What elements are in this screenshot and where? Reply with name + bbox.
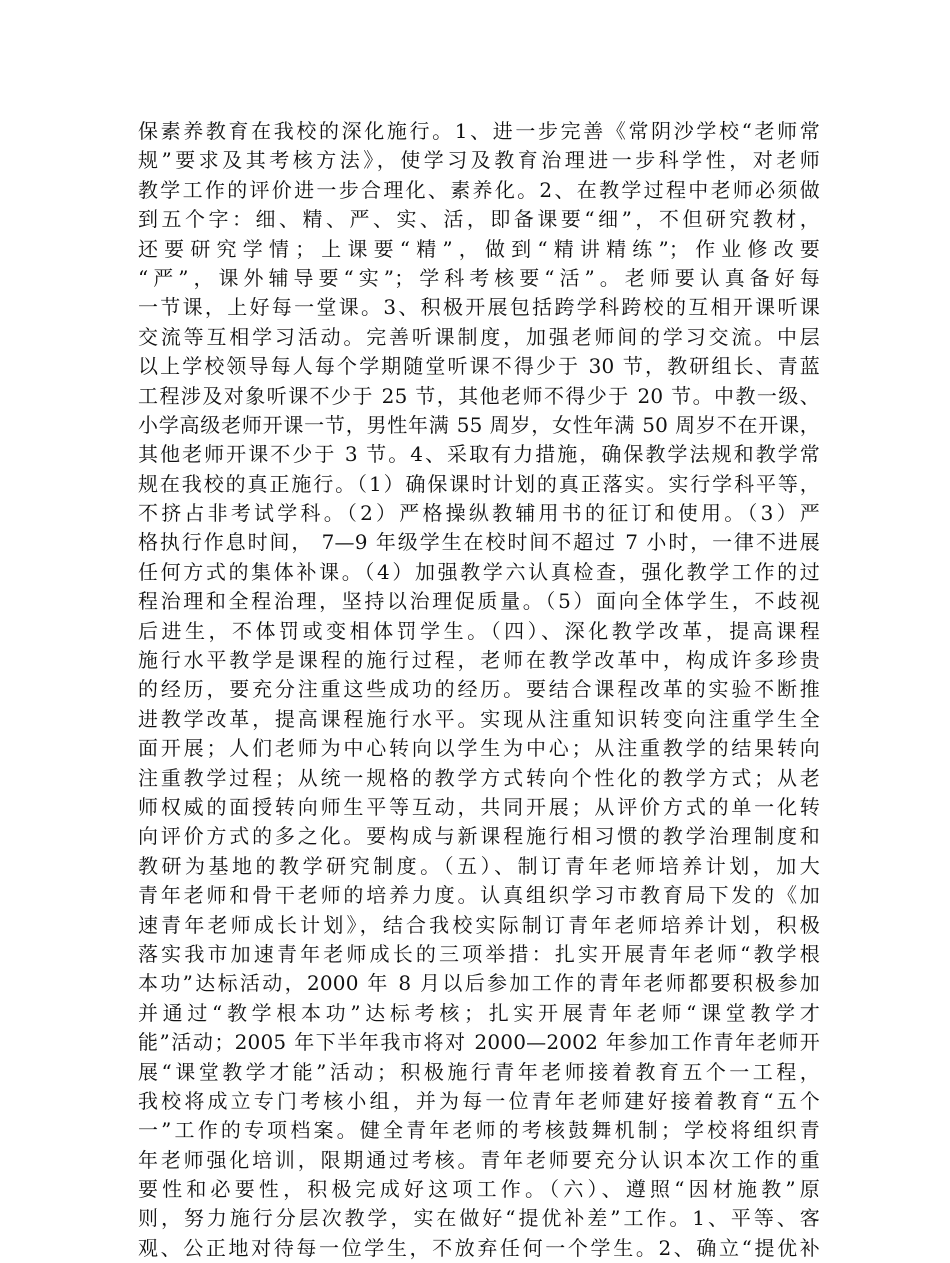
text-line: 年老师强化培训，限期通过考核。青年老师要充分认识本次工作的重 — [138, 1147, 820, 1172]
text-line: 落实我市加速青年老师成长的三项举措：扎实开展青年老师“教学根 — [138, 941, 820, 966]
text-line: 一”工作的专项档案。健全青年老师的考核鼓舞机制；学校将组织青 — [138, 1118, 820, 1143]
text-line: 到五个字：细、精、严、实、活，即备课要“细”，不但研究教材， — [138, 207, 820, 232]
text-line: 还要研究学情；上课要“精”，做到“精讲精练”；作业修改要 — [138, 236, 820, 261]
text-line: 教研为基地的教学研究制度。（五）、制订青年老师培养计划，加大 — [138, 853, 820, 878]
text-line: 格执行作息时间， 7—9 年级学生在校时间不超过 7 小时，一律不进展 — [138, 530, 820, 555]
text-line: 本功”达标活动，2000 年 8 月以后参加工作的青年老师都要积极参加 — [138, 971, 820, 996]
text-line: 我校将成立专门考核小组，并为每一位青年老师建好接着教育“五个 — [138, 1088, 820, 1113]
text-line: 进教学改革，提高课程施行水平。实现从注重知识转变向注重学生全 — [138, 706, 820, 731]
text-line: 教学工作的评价进一步合理化、素养化。2、在教学过程中老师必须做 — [138, 177, 820, 202]
text-line: 向评价方式的多之化。要构成与新课程施行相习惯的教学治理制度和 — [138, 824, 820, 849]
text-line: 任何方式的集体补课。（4）加强教学六认真检查，强化教学工作的过 — [138, 559, 820, 584]
text-line: 不挤占非考试学科。（2）严格操纵教辅用书的征订和使用。（3）严 — [138, 501, 820, 526]
text-line: 展“课堂教学才能”活动；积极施行青年老师接着教育五个一工程， — [138, 1059, 820, 1084]
text-line: 青年老师和骨干老师的培养力度。认真组织学习市教育局下发的《加 — [138, 883, 820, 908]
text-line: 规在我校的真正施行。（1）确保课时计划的真正落实。实行学科平等， — [138, 471, 820, 496]
text-line: 程治理和全程治理，坚持以治理促质量。（5）面向全体学生，不歧视 — [138, 589, 820, 614]
text-line: 一节课，上好每一堂课。3、积极开展包括跨学科跨校的互相开课听课 — [138, 295, 820, 320]
text-line: 工程涉及对象听课不少于 25 节，其他老师不得少于 20 节。中教一级、 — [138, 383, 820, 408]
text-line: 交流等互相学习活动。完善听课制度，加强老师间的学习交流。中层 — [138, 324, 820, 349]
text-line: 的经历，要充分注重这些成功的经历。要结合课程改革的实验不断推 — [138, 677, 820, 702]
body-text — [138, 117, 820, 1263]
text-line: 要性和必要性，积极完成好这项工作。（六）、遵照“因材施教”原 — [138, 1177, 820, 1202]
text-line: 并通过“教学根本功”达标考核；扎实开展青年老师“课堂教学才 — [138, 1000, 820, 1025]
text-line: 面开展；人们老师为中心转向以学生为中心；从注重教学的结果转向 — [138, 736, 820, 761]
text-line: 后进生，不体罚或变相体罚学生。（四）、深化教学改革，提高课程 — [138, 618, 820, 643]
text-line: 施行水平教学是课程的施行过程，老师在教学改革中，构成许多珍贵 — [138, 648, 820, 673]
text-line: 注重教学过程；从统一规格的教学方式转向个性化的教学方式；从老 — [138, 765, 820, 790]
text-line: 师权威的面授转向师生平等互动，共同开展；从评价方式的单一化转 — [138, 794, 820, 819]
text-line: 能”活动；2005 年下半年我市将对 2000—2002 年参加工作青年老师开 — [138, 1030, 820, 1055]
text-line: 观、公正地对待每一位学生，不放弃任何一个学生。2、确立“提优补 — [138, 1235, 820, 1260]
text-line: 小学高级老师开课一节，男性年满 55 周岁，女性年满 50 周岁不在开课， — [138, 412, 820, 437]
text-line: 其他老师开课不少于 3 节。4、采取有力措施，确保教学法规和教学常 — [138, 442, 820, 467]
text-line: 规”要求及其考核方法》，使学习及教育治理进一步科学性，对老师 — [138, 148, 820, 173]
text-line: “严”，课外辅导要“实”；学科考核要“活”。老师要认真备好每 — [138, 265, 820, 290]
text-line: 以上学校领导每人每个学期随堂听课不得少于 30 节，教研组长、青蓝 — [138, 354, 820, 379]
text-line: 速青年老师成长计划》，结合我校实际制订青年老师培养计划，积极 — [138, 912, 820, 937]
text-line: 则，努力施行分层次教学，实在做好“提优补差”工作。1、平等、客 — [138, 1206, 820, 1231]
text-line: 保素养教育在我校的深化施行。1、进一步完善《常阴沙学校“老师常 — [138, 119, 820, 143]
